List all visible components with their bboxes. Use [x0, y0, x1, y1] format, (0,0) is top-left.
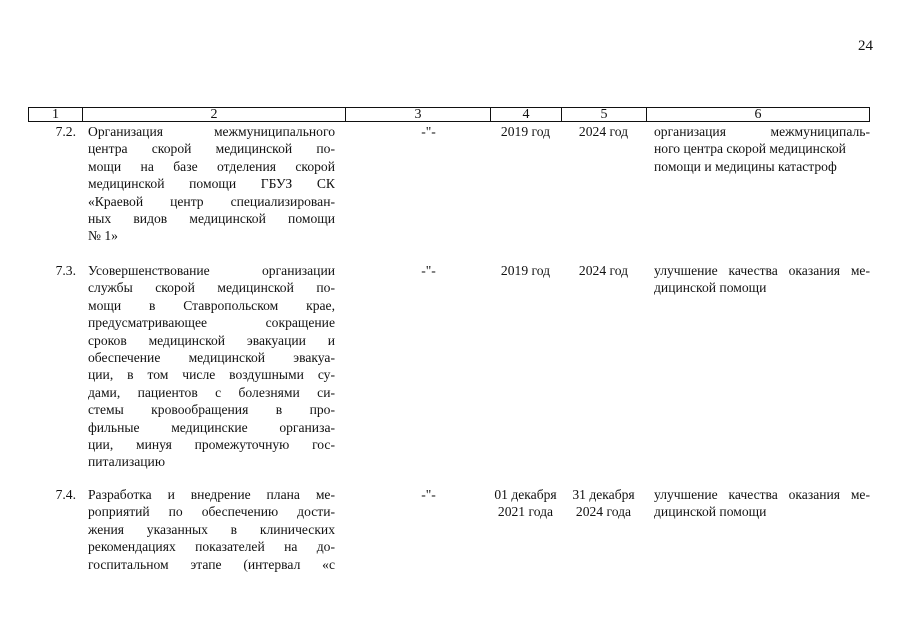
- column-header-1: 1: [29, 108, 83, 122]
- text-line: 2021 года: [497, 504, 554, 520]
- text-line: центра скорой медицинской по-: [88, 141, 335, 157]
- text-line: службы скорой медицинской по-: [88, 280, 335, 296]
- text-line: 31 декабря: [572, 487, 635, 502]
- column-header-4: 4: [491, 108, 562, 122]
- text-line: улучшение качества оказания ме-: [654, 263, 870, 278]
- table-row: [28, 262, 870, 471]
- executor: -"-: [421, 263, 436, 278]
- text-line: «Краевой центр специализирован-: [88, 193, 335, 209]
- text-line: организация межмуниципаль-: [654, 124, 870, 139]
- text-line: помощи и медицины катастроф: [654, 158, 837, 174]
- end-date: [561, 123, 646, 245]
- text-line: рекомендациях показателей на до-: [88, 539, 335, 555]
- end-date: [561, 486, 646, 573]
- column-header-5: 5: [562, 108, 647, 122]
- text-line: стемы кровообращения в про-: [88, 402, 335, 418]
- row-number: 7.3.: [55, 263, 76, 278]
- text-line: роприятий по обеспечению дости-: [88, 504, 335, 520]
- text-line: дами, пациентов с болезнями си-: [88, 384, 335, 400]
- text-line: 2024 год: [578, 263, 629, 278]
- executor: -"-: [421, 487, 436, 502]
- text-line: Организация межмуниципального: [88, 124, 335, 139]
- text-line: 2024 год: [578, 124, 629, 139]
- column-header-3: 3: [346, 108, 491, 122]
- measure-name: [82, 123, 345, 245]
- text-line: ных видов медицинской помощи: [88, 211, 335, 227]
- text-line: мощи в Ставропольском крае,: [88, 297, 335, 313]
- measure-name: [82, 486, 345, 573]
- text-line: предусматривающее сокращение: [88, 315, 335, 331]
- text-line: ного центра скорой медицинской: [654, 141, 846, 157]
- text-line: Усовершенствование организации: [88, 263, 335, 278]
- text-line: жения указанных в клинических: [88, 521, 335, 537]
- start-date: [490, 123, 561, 245]
- end-date: [561, 262, 646, 471]
- page-number: 24: [858, 38, 873, 54]
- text-line: обеспечение медицинской эвакуа-: [88, 350, 335, 366]
- table-row: [28, 123, 870, 245]
- row-number: 7.2.: [55, 124, 76, 139]
- table-row: [28, 486, 870, 573]
- text-line: 2024 года: [575, 504, 632, 520]
- start-date: [490, 486, 561, 573]
- text-line: госпитальном этапе (интервал «с: [88, 556, 335, 572]
- text-line: ции, минуя промежуточную гос-: [88, 437, 335, 453]
- row-number: 7.4.: [55, 487, 76, 502]
- expected-result: [646, 123, 870, 245]
- start-date: [490, 262, 561, 471]
- text-line: питализацию: [88, 454, 165, 470]
- column-header-2: 2: [83, 108, 346, 122]
- text-line: 2019 год: [500, 124, 551, 139]
- text-line: мощи на базе отделения скорой: [88, 158, 335, 174]
- text-line: 2019 год: [500, 263, 551, 278]
- text-line: ции, в том числе воздушными су-: [88, 367, 335, 383]
- text-line: дицинской помощи: [654, 504, 767, 520]
- measure-name: [82, 262, 345, 471]
- text-line: улучшение качества оказания ме-: [654, 487, 870, 502]
- text-line: 01 декабря: [494, 487, 557, 502]
- text-line: медицинской помощи ГБУЗ СК: [88, 176, 335, 192]
- executor: -"-: [421, 124, 436, 139]
- table-header: [28, 107, 870, 122]
- text-line: сроков медицинской эвакуации и: [88, 332, 335, 348]
- expected-result: [646, 262, 870, 471]
- text-line: фильные медицинские организа-: [88, 419, 335, 435]
- text-line: № 1»: [88, 228, 118, 244]
- expected-result: [646, 486, 870, 573]
- text-line: дицинской помощи: [654, 280, 767, 296]
- text-line: Разработка и внедрение плана ме-: [88, 487, 335, 502]
- column-header-6: 6: [754, 107, 762, 122]
